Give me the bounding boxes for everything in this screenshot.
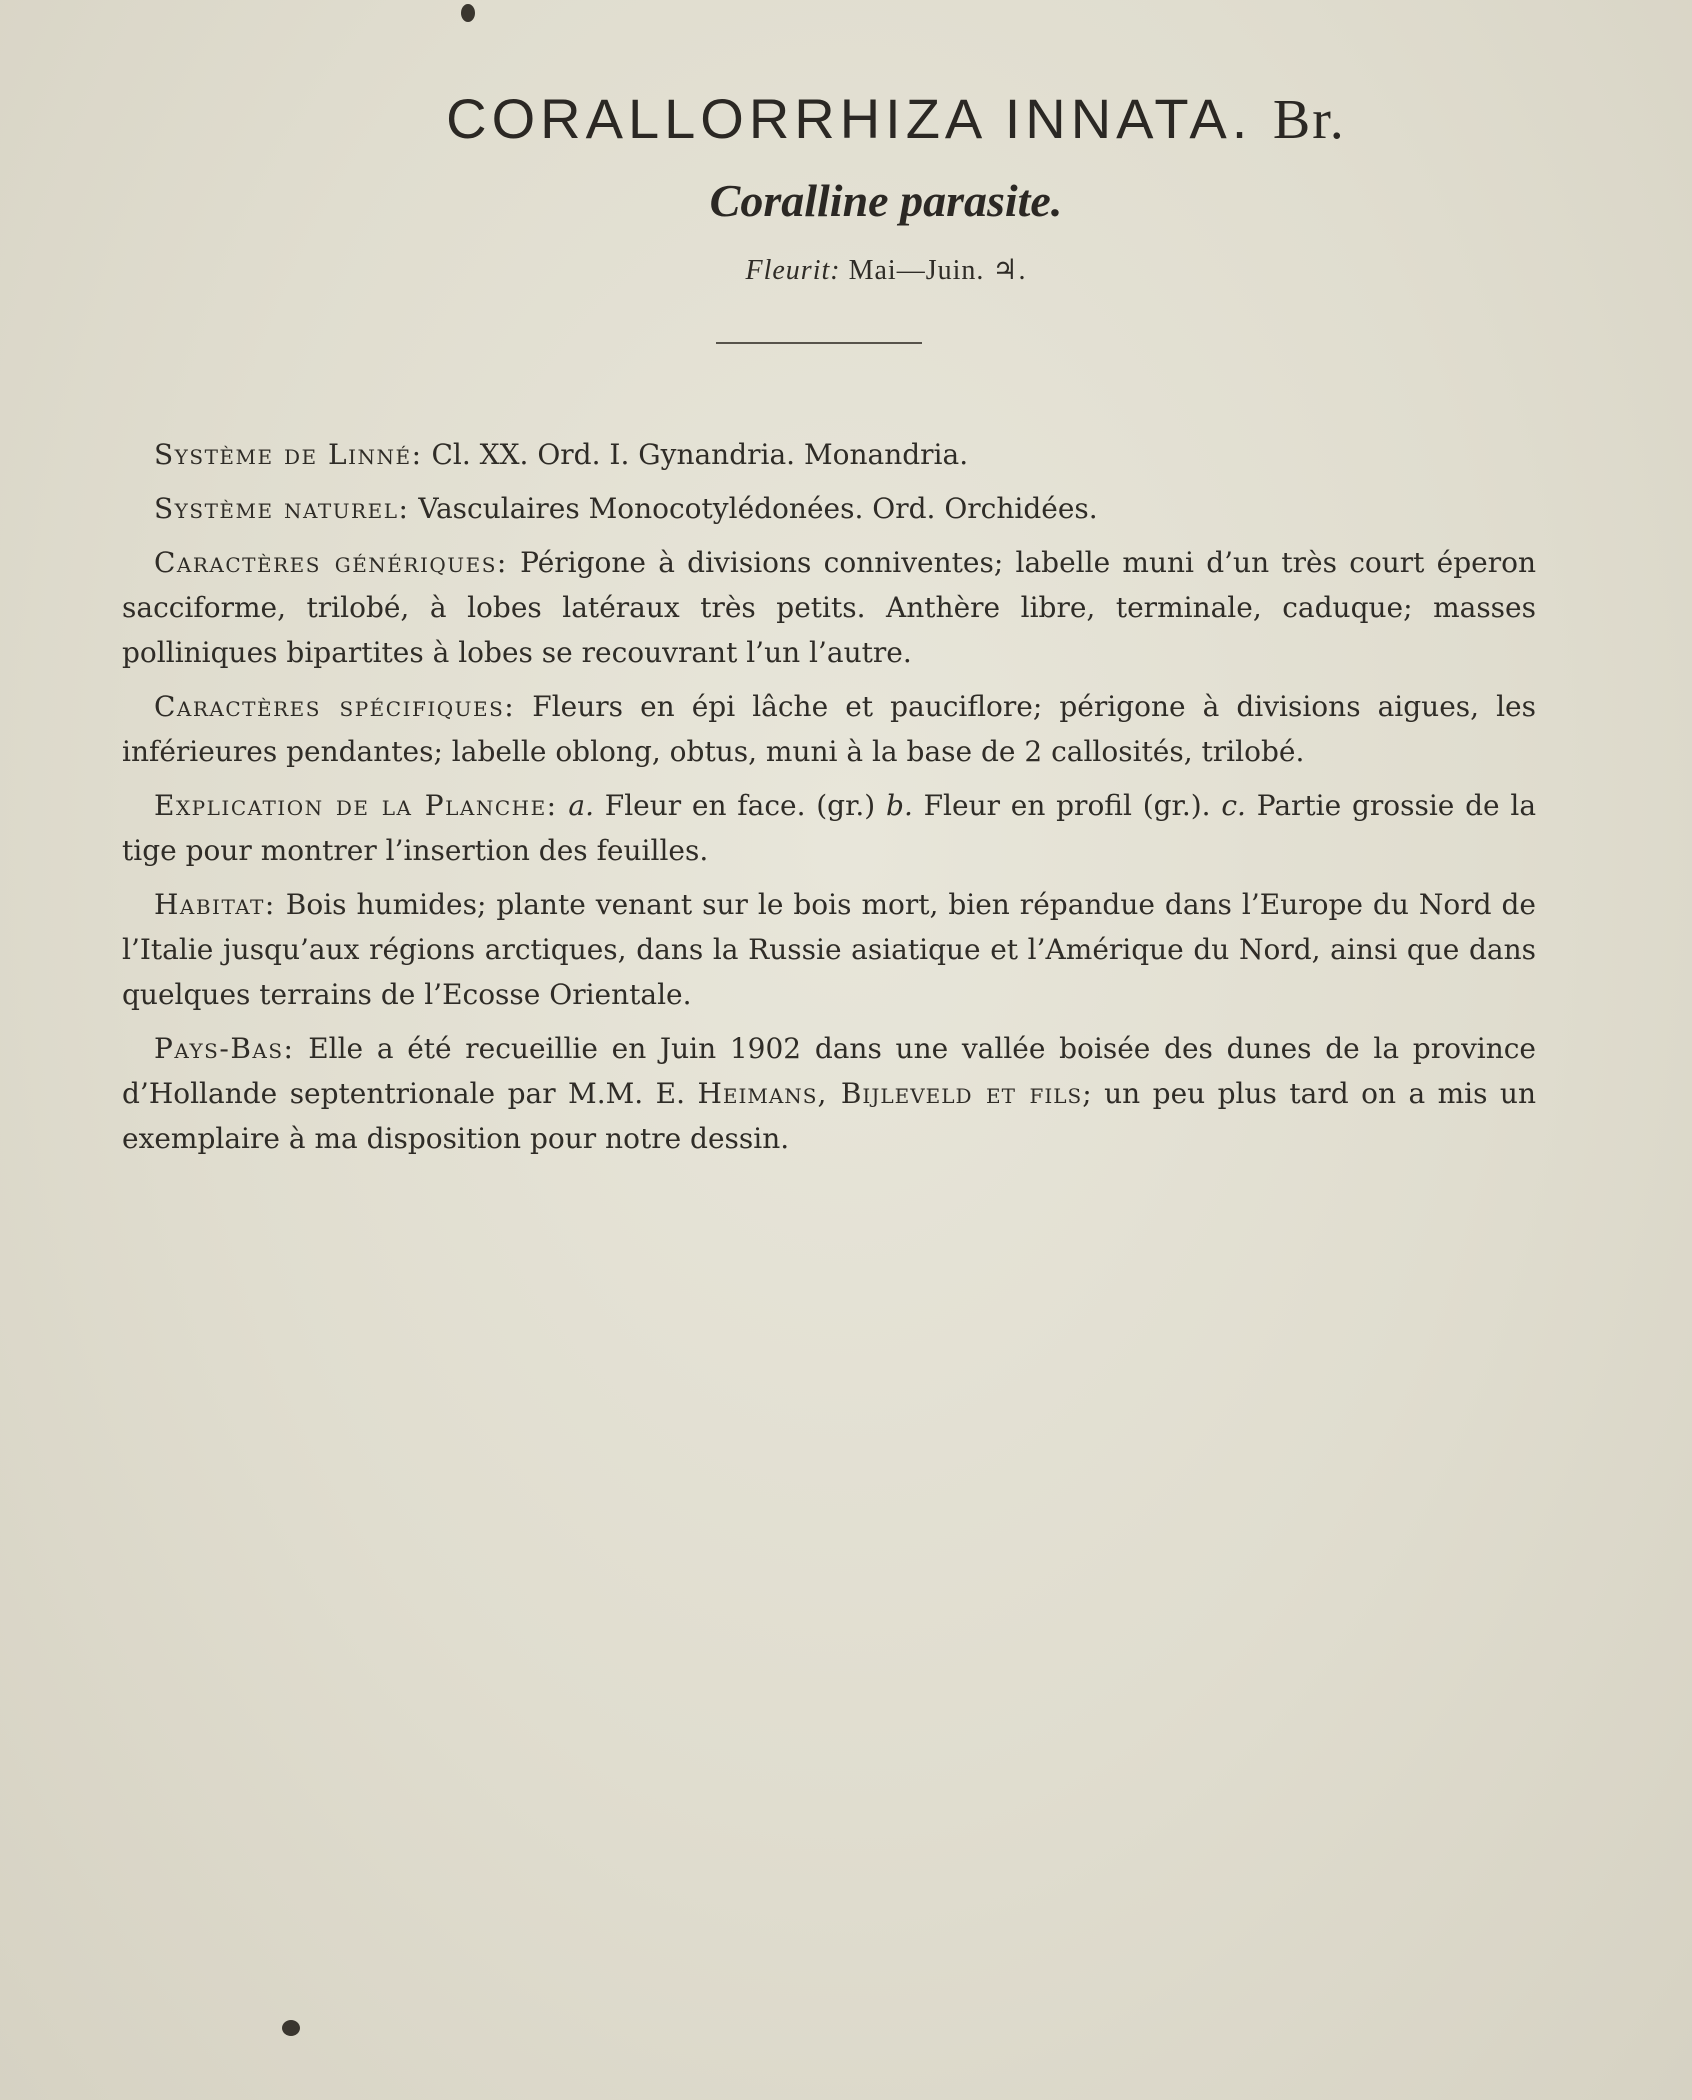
section-label: Habitat:: [154, 888, 276, 921]
section-text: Périgone à divisions conniventes; labelle muni d’un très court éperon sacciforme, trilobé, à lobes latéraux très petits. Anthère libre, terminale, caduque; masses polliniques bipartites à lobes se recouvrant l’un l’autre.: [122, 546, 1536, 669]
section-text: Fleurs en épi lâche et pauciflore; périgone à divisions aigues, les inférieures pendantes; labelle oblong, obtus, muni à la base de 2 callosités, trilobé.: [122, 690, 1536, 768]
section-text-end: ; un peu plus tard on a mis un exemplaire à ma disposition pour notre dessin.: [122, 1077, 1537, 1155]
species-name: CORALLORRHIZA INNATA.: [446, 87, 1253, 150]
flowering-period: [80, 253, 1692, 287]
section-label: Explication de la Planche:: [154, 789, 558, 822]
section-label: Caractères spécifiques:: [154, 690, 516, 723]
flowering-value: Mai—Juin. ♃.: [848, 254, 1027, 286]
section-text: Vasculaires Monocotylédonées. Ord. Orchidées.: [418, 492, 1098, 525]
section-text: Cl. XX. Ord. I. Gynandria. Monandria.: [431, 438, 969, 471]
section-linne: [122, 432, 1536, 477]
section-explication-planche: [122, 783, 1536, 873]
section-text: Elle a été recueillie en Juin 1902 dans une vallée boisée des dunes de la province d’Hollande septentrionale par M.M. E.: [122, 1032, 1537, 1110]
flowering-label: Fleurit:: [745, 254, 841, 286]
ink-speck: [282, 2020, 300, 2036]
collector-names: Heimans, Bijleveld et fils: [697, 1077, 1083, 1110]
figure-c-text: Partie grossie de la tige pour montrer l’insertion des feuilles.: [122, 789, 1537, 867]
figure-letter-c: c.: [1221, 789, 1246, 822]
header: [0, 88, 1692, 287]
author-abbrev: Br.: [1272, 89, 1346, 151]
figure-b-text: Fleur en profil (gr.).: [923, 789, 1211, 822]
figure-a-text: Fleur en face. (gr.): [604, 789, 876, 822]
figure-letter-b: b.: [886, 789, 913, 822]
section-label: Pays-Bas:: [154, 1032, 295, 1065]
divider-rule: [716, 342, 922, 344]
ink-speck: [461, 4, 475, 22]
figure-letter-a: a.: [568, 789, 594, 822]
section-text: Bois humides; plante venant sur le bois mort, bien répandue dans l’Europe du Nord de l’Italie jusqu’aux régions arctiques, dans la Russie asiatique et l’Amérique du Nord, ainsi que dans quelques terrains de l’Ecosse Orientale.: [122, 888, 1536, 1011]
section-label: Système de Linné:: [154, 438, 423, 471]
section-caracteres-specifiques: [122, 684, 1536, 774]
page-title: [100, 88, 1692, 152]
section-label: Caractères génériques:: [154, 546, 508, 579]
section-habitat: [122, 882, 1536, 1017]
section-label: Système naturel:: [154, 492, 410, 525]
section-systeme-naturel: [122, 486, 1536, 531]
common-name: Coralline parasite.: [709, 174, 1063, 226]
description-body: [122, 432, 1536, 1170]
section-pays-bas: [122, 1026, 1536, 1161]
section-caracteres-generiques: [122, 540, 1536, 675]
